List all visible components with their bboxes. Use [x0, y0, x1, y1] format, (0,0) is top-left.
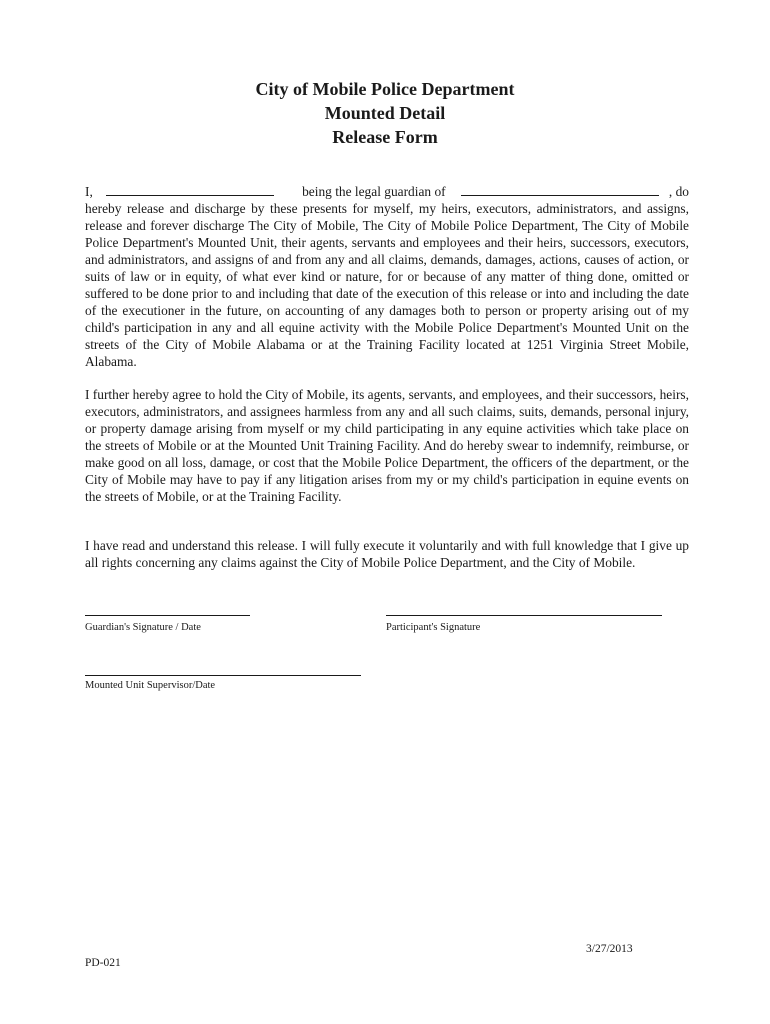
- guardian-name-blank[interactable]: [106, 183, 274, 196]
- participant-signature-label: Participant's Signature: [386, 622, 481, 633]
- guardian-signature-line[interactable]: [85, 615, 250, 616]
- form-title-line1: City of Mobile Police Department: [255, 79, 515, 99]
- intro-middle: being the legal guardian of: [302, 184, 446, 199]
- form-title-line3: Release Form: [332, 127, 438, 147]
- form-title-line2: Mounted Detail: [324, 103, 446, 123]
- release-paragraph: [85, 183, 689, 370]
- indemnity-paragraph: I further hereby agree to hold the City of Mobile, its agents, servants, and employees, and their successors, heirs, executors, administrators, and assignees harmless from any and all such claims, suits, demands, personal injury, or property damage arising from myself or my child participating in any equine activities which take place on the streets of Mobile or at the Mounted Unit Training Facility. And do hereby swear to indemnify, reimburse, or make good on all loss, damage, or cost that the Mobile Police Department, the officers of the department, or the City of Mobile may have to pay if any litigation arises from my or my child's participation in equine events on the streets of Mobile, or at the Training Facility.: [85, 387, 689, 504]
- participant-signature-line[interactable]: [386, 615, 662, 616]
- acknowledgment-paragraph: I have read and understand this release. I will fully execute it voluntarily and with full knowledge that I give up all rights concerning any claims against the City of Mobile Police Department, and the City of Mobile.: [85, 538, 689, 570]
- form-date: 3/27/2013: [586, 943, 633, 955]
- child-name-blank[interactable]: [461, 183, 659, 196]
- form-id: PD-021: [85, 957, 121, 969]
- intro-suffix: , do: [668, 184, 689, 199]
- guardian-name-line: [85, 183, 689, 200]
- guardian-signature-label: Guardian's Signature / Date: [85, 622, 201, 633]
- intro-prefix: I,: [85, 184, 93, 199]
- supervisor-signature-label: Mounted Unit Supervisor/Date: [85, 680, 216, 691]
- release-body: hereby release and discharge by these presents for myself, my heirs, executors, administrators, and assigns, release and forever discharge The City of Mobile, The City of Mobile Police Department, The City of Mobile Police Department's Mounted Unit, their agents, servants and employees and their heirs, successors, executors, and administrators, and assigns of and from any and all claims, demands, damages, actions, causes of action, or suits of law or in equity, of what ever kind or nature, for or because of any matter of thing done, omitted or suffered to be done prior to and including that date of the execution of this release or into and including the date of the executioner in the future, on accounting of any damages both to person or property arising out of my child's participation in any and all equine activity with the Mobile Police Department's Mounted Unit on the streets of the City of Mobile Alabama or at the Training Facility located at 1251 Virginia Street Mobile, Alabama.: [85, 201, 689, 369]
- supervisor-signature-line[interactable]: [85, 675, 361, 676]
